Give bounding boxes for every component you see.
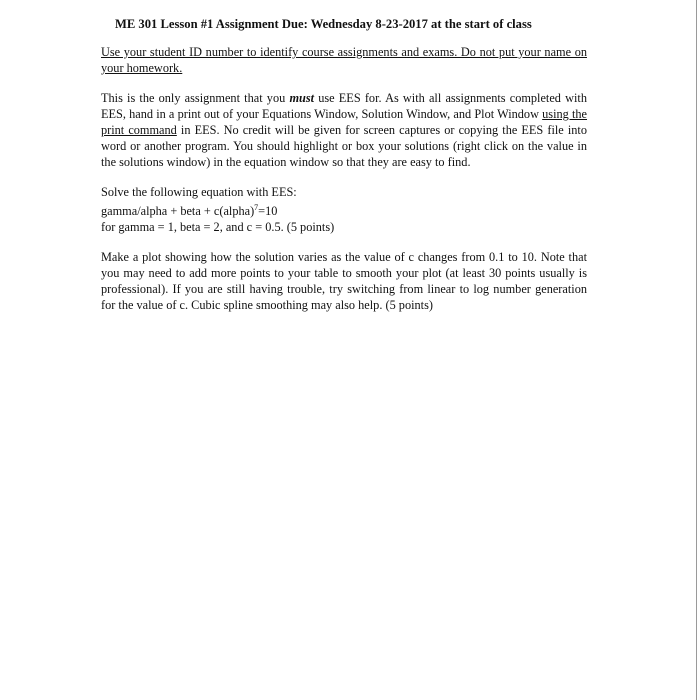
equation-suffix: =10 — [258, 204, 278, 219]
instructions-paragraph — [101, 90, 587, 170]
equation-line — [101, 200, 587, 219]
page-edge-divider — [696, 0, 697, 700]
instructions-text-1: This is the only assignment that you — [101, 91, 290, 105]
id-notice: Use your student ID number to identify course assignments and exams. Do not put your name on your homework. — [101, 45, 587, 75]
plot-paragraph: Make a plot showing how the solution varies as the value of c changes from 0.1 to 10. Note that you may need to add more points to your table to smooth your plot (at least 30 points usually is professional). If you are still having trouble, try switching from linear to log number generation for the value of c. Cubic spline smoothing may also help. (5 points) — [101, 250, 587, 313]
problem-values: for gamma = 1, beta = 2, and c = 0.5. (5 points) — [101, 220, 335, 235]
must-emphasis: must — [289, 91, 315, 105]
assignment-title: ME 301 Lesson #1 Assignment Due: Wednesday 8-23-2017 at the start of class — [115, 17, 532, 31]
instructions-text-2: use EES for. As with all assignments completed with EES, hand in a print out of your Equations Window, Solution Window, and Plot Window — [101, 91, 587, 121]
problem-block — [101, 184, 587, 235]
problem-intro: Solve the following equation with EES: — [101, 185, 297, 199]
equation-prefix: gamma/alpha + beta + c(alpha) — [101, 204, 255, 219]
print-command-phrase: using the print command — [101, 107, 588, 137]
instructions-text-3: in EES. No credit will be given for screen captures or copying the EES file into word or another program. You should highlight or box your solutions (right click on the value in the solutions window) in the equation window so that they are easy to find. — [101, 123, 587, 169]
document-content — [101, 16, 587, 327]
equation-exponent: 7 — [254, 203, 259, 212]
